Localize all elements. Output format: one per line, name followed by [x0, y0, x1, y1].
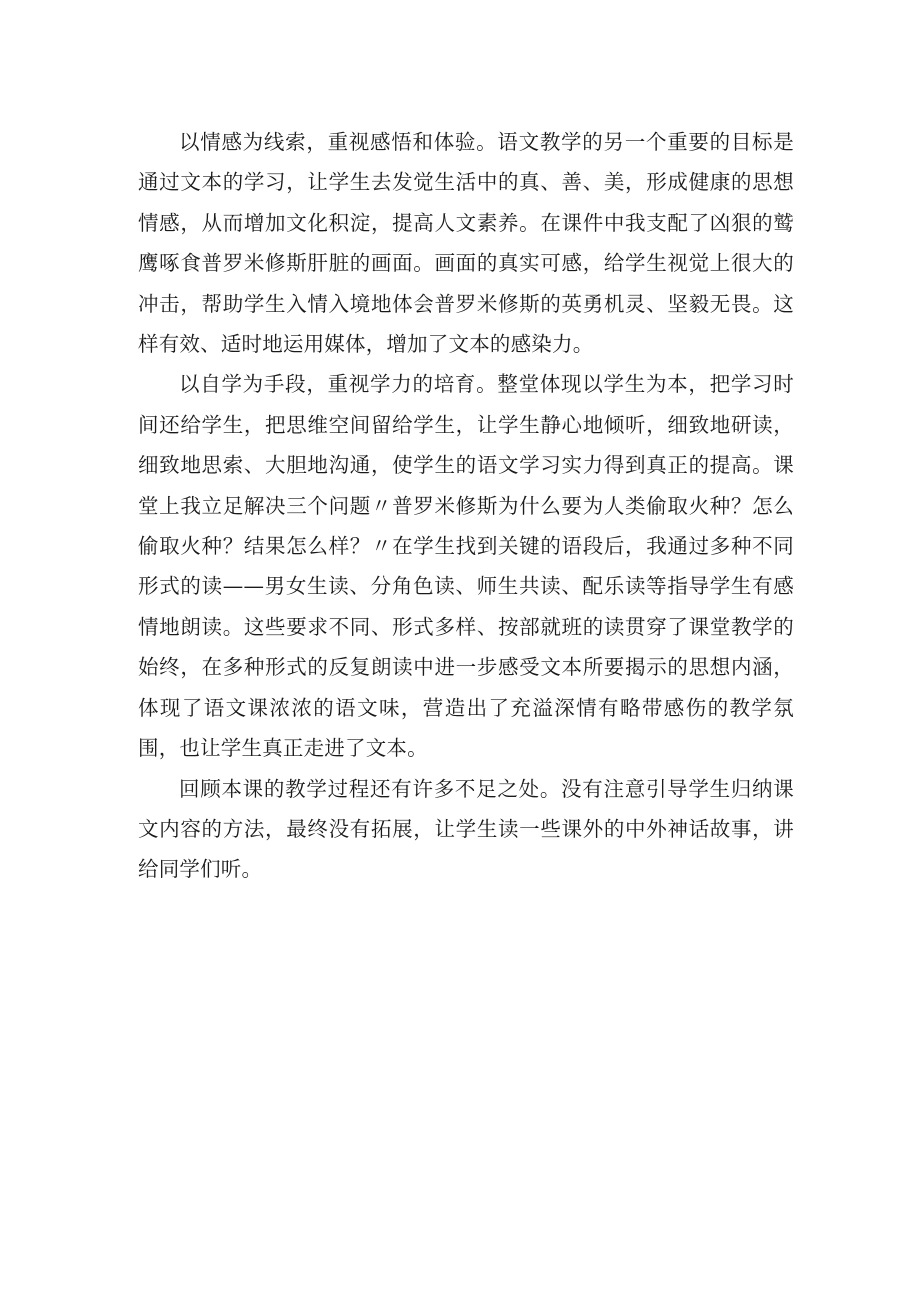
paragraph-3: 回顾本课的教学过程还有许多不足之处。没有注意引导学生归纳课文内容的方法，最终没有拓展，让学生读一些课外的中外神话故事，讲给同学们听。 [138, 776, 794, 882]
paragraph-1: 以情感为线索，重视感悟和体验。语文教学的另一个重要的目标是通过文本的学习，让学生去发觉生活中的真、善、美，形成健康的思想情感，从而增加文化积淀，提高人文素养。在课件中我支配了凶狠的鹫鹰啄食普罗米修斯肝脏的画面。画面的真实可感，给学生视觉上很大的冲击，帮助学生入情入境地体会普罗米修斯的英勇机灵、坚毅无畏。这样有效、适时地运用媒体，增加了文本的感染力。 [138, 130, 794, 357]
document-body [138, 122, 794, 890]
paragraph-2: 以自学为手段，重视学力的培育。整堂体现以学生为本，把学习时间还给学生，把思维空间留给学生，让学生静心地倾听，细致地研读，细致地思索、大胆地沟通，使学生的语文学习实力得到真正的提高。课堂上我立足解决三个问题〃普罗米修斯为什么要为人类偷取火种？怎么偷取火种？结果怎么样？〃在学生找到关键的语段后，我通过多种不同形式的读——男女生读、分角色读、师生共读、配乐读等指导学生有感情地朗读。这些要求不同、形式多样、按部就班的读贯穿了课堂教学的始终，在多种形式的反复朗读中进一步感受文本所要揭示的思想内涵，体现了语文课浓浓的语文味，营造出了充溢深情有略带感伤的教学氛围，也让学生真正走进了文本。 [138, 372, 794, 761]
